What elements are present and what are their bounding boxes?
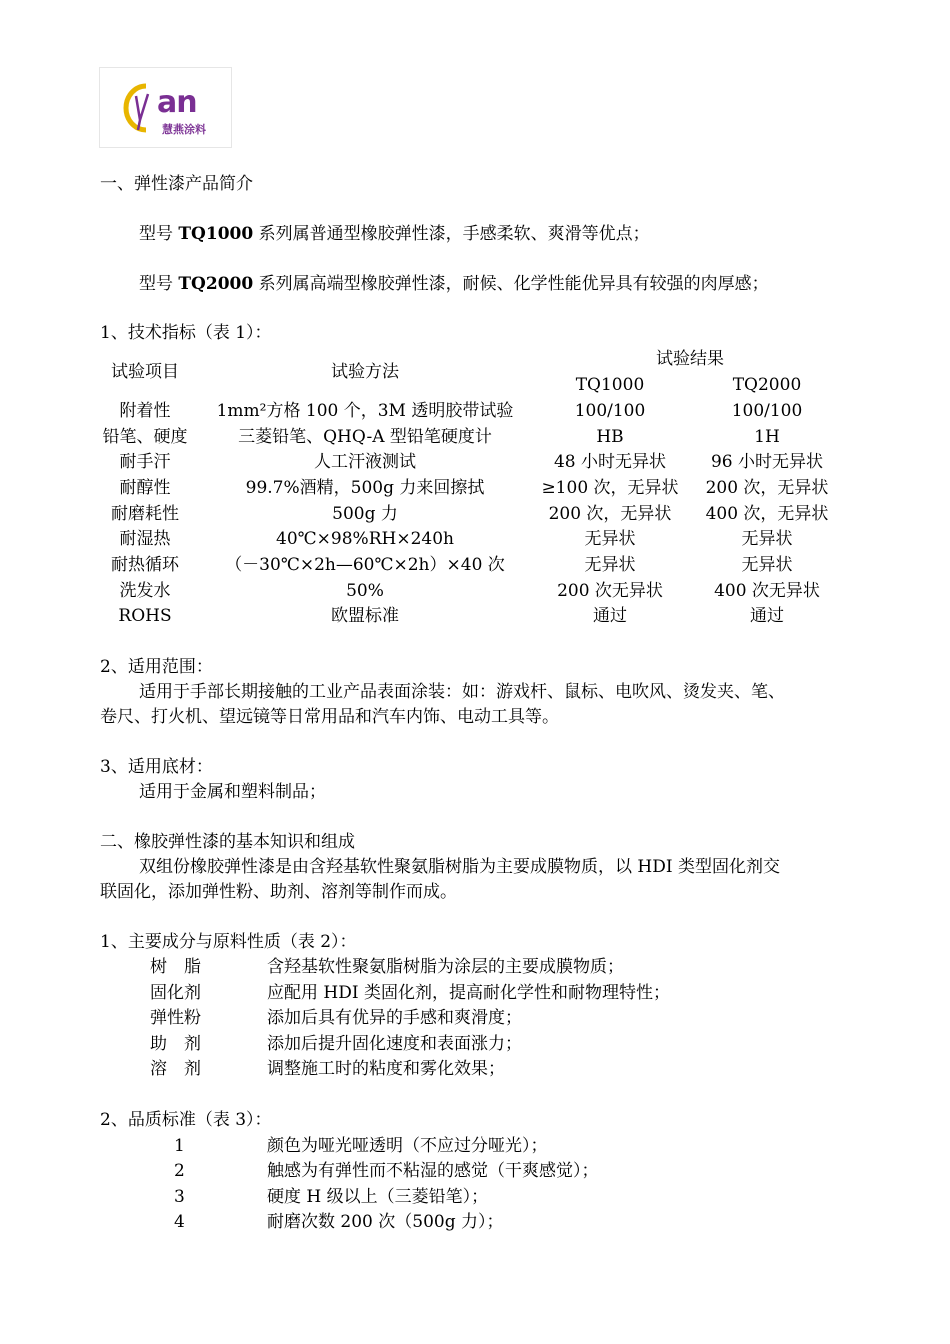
row-result-tq2000: 96 小时无异状	[710, 452, 824, 472]
row-method: 人工汗液测试	[314, 452, 416, 472]
model-tq1000: TQ1000	[178, 224, 254, 244]
row-item: 洗发水	[119, 581, 171, 601]
row-result-tq1000: 48 小时无异状	[553, 452, 667, 472]
row-item: 耐湿热	[119, 529, 171, 549]
component-desc: 含羟基软性聚氨脂树脂为涂层的主要成膜物质；	[267, 957, 624, 977]
row-method: 三菱铅笔、QHQ-A 型铅笔硬度计	[238, 427, 492, 447]
logo-brand-text: an	[157, 85, 197, 120]
paragraph-tq1000-pre: 型号	[139, 224, 179, 244]
section-scope-title: 2、适用范围：	[100, 657, 213, 677]
table-3-title: 2、品质标准（表 3）：	[100, 1110, 272, 1130]
row-method: 1mm²方格 100 个，3M 透明胶带试验	[216, 401, 514, 421]
header-item: 试验项目	[111, 362, 179, 382]
part-2-line-1: 双组份橡胶弹性漆是由含羟基软性聚氨脂树脂为主要成膜物质，以 HDI 类型固化剂交	[139, 857, 780, 877]
section-substrate-line: 适用于金属和塑料制品；	[139, 782, 326, 802]
section-substrate-title: 3、适用底材：	[100, 757, 213, 777]
paragraph-tq1000-post: 系列属普通型橡胶弹性漆，手感柔软、爽滑等优点；	[253, 224, 650, 244]
row-result-tq2000: 100/100	[731, 401, 803, 421]
standard-number: 4	[174, 1212, 185, 1232]
row-result-tq1000: 200 次，无异状	[548, 504, 672, 524]
row-result-tq2000: 400 次，无异状	[705, 504, 829, 524]
component-name: 助 剂	[150, 1034, 201, 1054]
header-result: 试验结果	[656, 349, 724, 369]
standard-number: 1	[174, 1136, 185, 1156]
row-method: 50%	[346, 581, 384, 601]
model-tq2000: TQ2000	[178, 274, 254, 294]
row-result-tq2000: 无异状	[741, 529, 793, 549]
component-desc: 应配用 HDI 类固化剂，提高耐化学性和耐物理特性；	[267, 983, 670, 1003]
row-method: 欧盟标准	[331, 606, 399, 626]
component-desc: 添加后具有优异的手感和爽滑度；	[267, 1008, 522, 1028]
standard-number: 2	[174, 1161, 185, 1181]
row-result-tq2000: 200 次，无异状	[705, 478, 829, 498]
standard-desc: 耐磨次数 200 次（500g 力）；	[267, 1212, 504, 1232]
row-result-tq1000: 无异状	[584, 529, 636, 549]
part-2-title: 二、橡胶弹性漆的基本知识和组成	[100, 832, 355, 852]
row-result-tq2000: 通过	[750, 606, 784, 626]
standard-desc: 颜色为哑光哑透明（不应过分哑光）；	[267, 1136, 548, 1156]
row-result-tq2000: 无异状	[741, 555, 793, 575]
header-tq1000: TQ1000	[575, 375, 645, 395]
company-logo	[99, 67, 232, 148]
paragraph-tq2000-post: 系列属高端型橡胶弹性漆，耐候、化学性能优异具有较强的肉厚感；	[253, 274, 769, 294]
row-result-tq2000: 1H	[754, 427, 780, 447]
standard-number: 3	[174, 1187, 185, 1207]
row-result-tq1000: 200 次无异状	[557, 581, 663, 601]
section-1-title: 一、弹性漆产品简介	[100, 174, 253, 194]
row-result-tq2000: 400 次无异状	[714, 581, 820, 601]
header-method: 试验方法	[331, 362, 399, 382]
row-item: 耐磨耗性	[111, 504, 179, 524]
row-result-tq1000: 100/100	[574, 401, 646, 421]
component-name: 溶 剂	[150, 1059, 201, 1079]
row-method: 99.7%酒精，500g 力来回擦拭	[245, 478, 485, 498]
component-desc: 添加后提升固化速度和表面涨力；	[267, 1034, 522, 1054]
paragraph-tq2000-pre: 型号	[139, 274, 179, 294]
paragraph-tq2000	[139, 276, 769, 293]
standard-desc: 触感为有弹性而不粘湿的感觉（干爽感觉）；	[267, 1161, 599, 1181]
logo-subtitle: 慧燕涂料	[162, 123, 206, 136]
row-method: （－30℃×2h—60℃×2h）×40 次	[225, 555, 505, 575]
row-method: 500g 力	[332, 504, 398, 524]
component-name: 树 脂	[150, 957, 201, 977]
row-result-tq1000: ≥100 次，无异状	[541, 478, 679, 498]
row-method: 40℃×98%RH×240h	[276, 529, 454, 549]
component-name: 弹性粉	[150, 1008, 201, 1028]
row-item: 耐热循环	[111, 555, 179, 575]
standard-desc: 硬度 H 级以上（三菱铅笔）；	[267, 1187, 489, 1207]
table-2-title: 1、主要成分与原料性质（表 2）：	[100, 932, 357, 952]
row-item: 铅笔、硬度	[102, 427, 188, 447]
row-result-tq1000: HB	[596, 427, 624, 447]
table-1-title: 1、技术指标（表 1）：	[100, 323, 272, 343]
paragraph-tq1000	[139, 226, 650, 243]
row-result-tq1000: 通过	[593, 606, 627, 626]
row-item: 附着性	[119, 401, 171, 421]
component-desc: 调整施工时的粘度和雾化效果；	[267, 1059, 505, 1079]
row-item: 耐醇性	[119, 478, 171, 498]
row-result-tq1000: 无异状	[584, 555, 636, 575]
part-2-line-2: 联固化，添加弹性粉、助剂、溶剂等制作而成。	[100, 882, 457, 902]
row-item: ROHS	[118, 606, 172, 626]
row-item: 耐手汗	[119, 452, 171, 472]
section-scope-line-1: 适用于手部长期接触的工业产品表面涂装：如：游戏杆、鼠标、电吹风、烫发夹、笔、	[139, 682, 785, 702]
component-name: 固化剂	[150, 983, 201, 1003]
header-tq2000: TQ2000	[732, 375, 802, 395]
section-scope-line-2: 卷尺、打火机、望远镜等日常用品和汽车内饰、电动工具等。	[100, 707, 559, 727]
